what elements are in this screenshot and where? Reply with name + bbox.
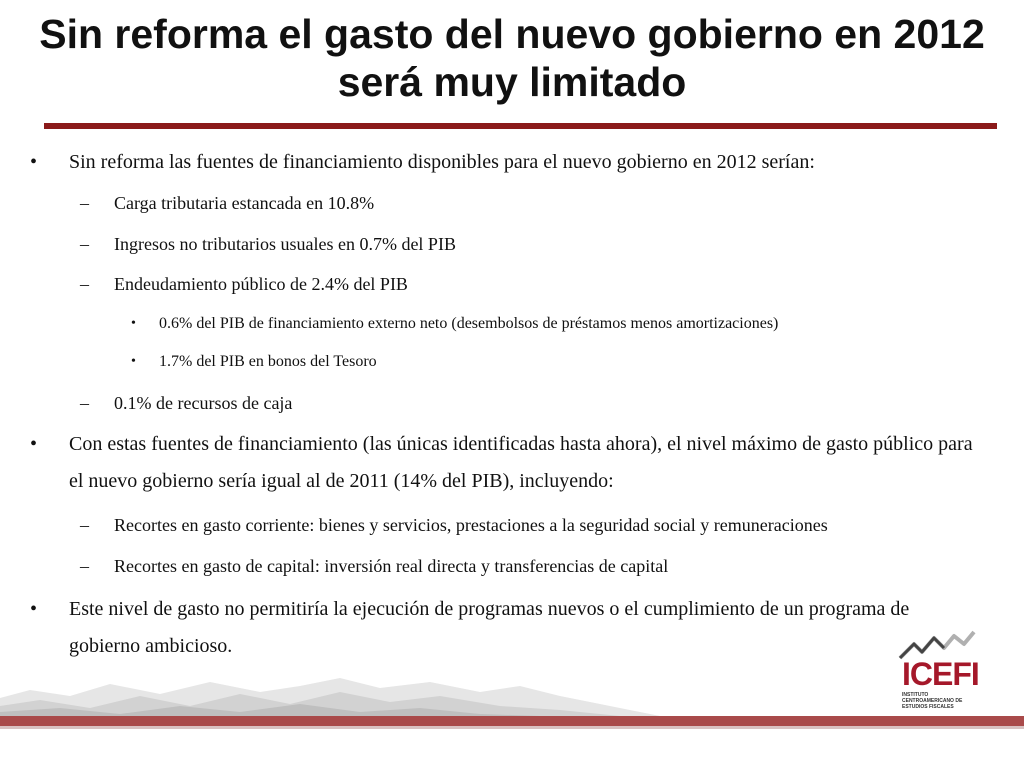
bullet-marker: • (30, 433, 38, 455)
dash-marker: – (80, 193, 89, 213)
footer-band-light (0, 726, 1024, 729)
sub-bullet-item (80, 191, 980, 215)
sub-bullet-text: Endeudamiento público de 2.4% del PIB (114, 274, 408, 294)
logo-subtitle: INSTITUTO CENTROAMERICANO DE ESTUDIOS FISCALES (902, 692, 963, 710)
sub-bullet-item (80, 232, 980, 256)
dash-marker: – (80, 234, 89, 254)
bullet-text: Con estas fuentes de financiamiento (las únicas identificadas hasta ahora), el nivel máximo de gasto público para el nuevo gobierno sería igual al de 2011 (14% del PIB), incluyendo: (69, 433, 973, 492)
sub-bullet-item (80, 391, 980, 415)
dash-marker: – (80, 393, 89, 413)
sub-bullet-text: 0.1% de recursos de caja (114, 393, 293, 413)
bullet-item (30, 144, 990, 181)
bullet-item (30, 426, 990, 500)
sub-bullet-item (80, 554, 980, 578)
bullet-marker: • (30, 598, 38, 620)
footer-band (0, 716, 1024, 726)
sub-bullet-item (80, 272, 980, 296)
sub-sub-bullet-text: 1.7% del PIB en bonos del Tesoro (159, 353, 377, 370)
dash-marker: – (80, 515, 89, 535)
bullet-text: Sin reforma las fuentes de financiamiento disponibles para el nuevo gobierno en 2012 serían: (69, 151, 815, 173)
sub-bullet-text: Recortes en gasto de capital: inversión real directa y transferencias de capital (114, 556, 669, 576)
mountain-decoration (0, 676, 1024, 720)
dash-marker: – (80, 274, 89, 294)
dash-marker: – (80, 556, 89, 576)
logo-name: ICEFI (902, 656, 979, 692)
sub-sub-bullet-item (131, 313, 1011, 335)
bullet-text: Este nivel de gasto no permitiría la ejecución de programas nuevos o el cumplimiento de un programa de gobierno ambicioso. (69, 598, 910, 657)
bullet-marker: • (131, 354, 136, 369)
sub-bullet-item (80, 513, 980, 537)
sub-sub-bullet-text: 0.6% del PIB de financiamiento externo neto (desembolsos de préstamos menos amortizaciones) (159, 315, 779, 332)
bullet-marker: • (131, 316, 136, 331)
bullet-marker: • (30, 151, 38, 173)
sub-bullet-text: Carga tributaria estancada en 10.8% (114, 193, 375, 213)
bullet-item (30, 591, 930, 665)
sub-sub-bullet-item (131, 351, 1011, 373)
sub-bullet-text: Ingresos no tributarios usuales en 0.7% del PIB (114, 234, 456, 254)
sub-bullet-text: Recortes en gasto corriente: bienes y servicios, prestaciones a la seguridad social y remuneraciones (114, 515, 828, 535)
slide-title: Sin reforma el gasto del nuevo gobierno en 2012 será muy limitado (39, 11, 985, 105)
